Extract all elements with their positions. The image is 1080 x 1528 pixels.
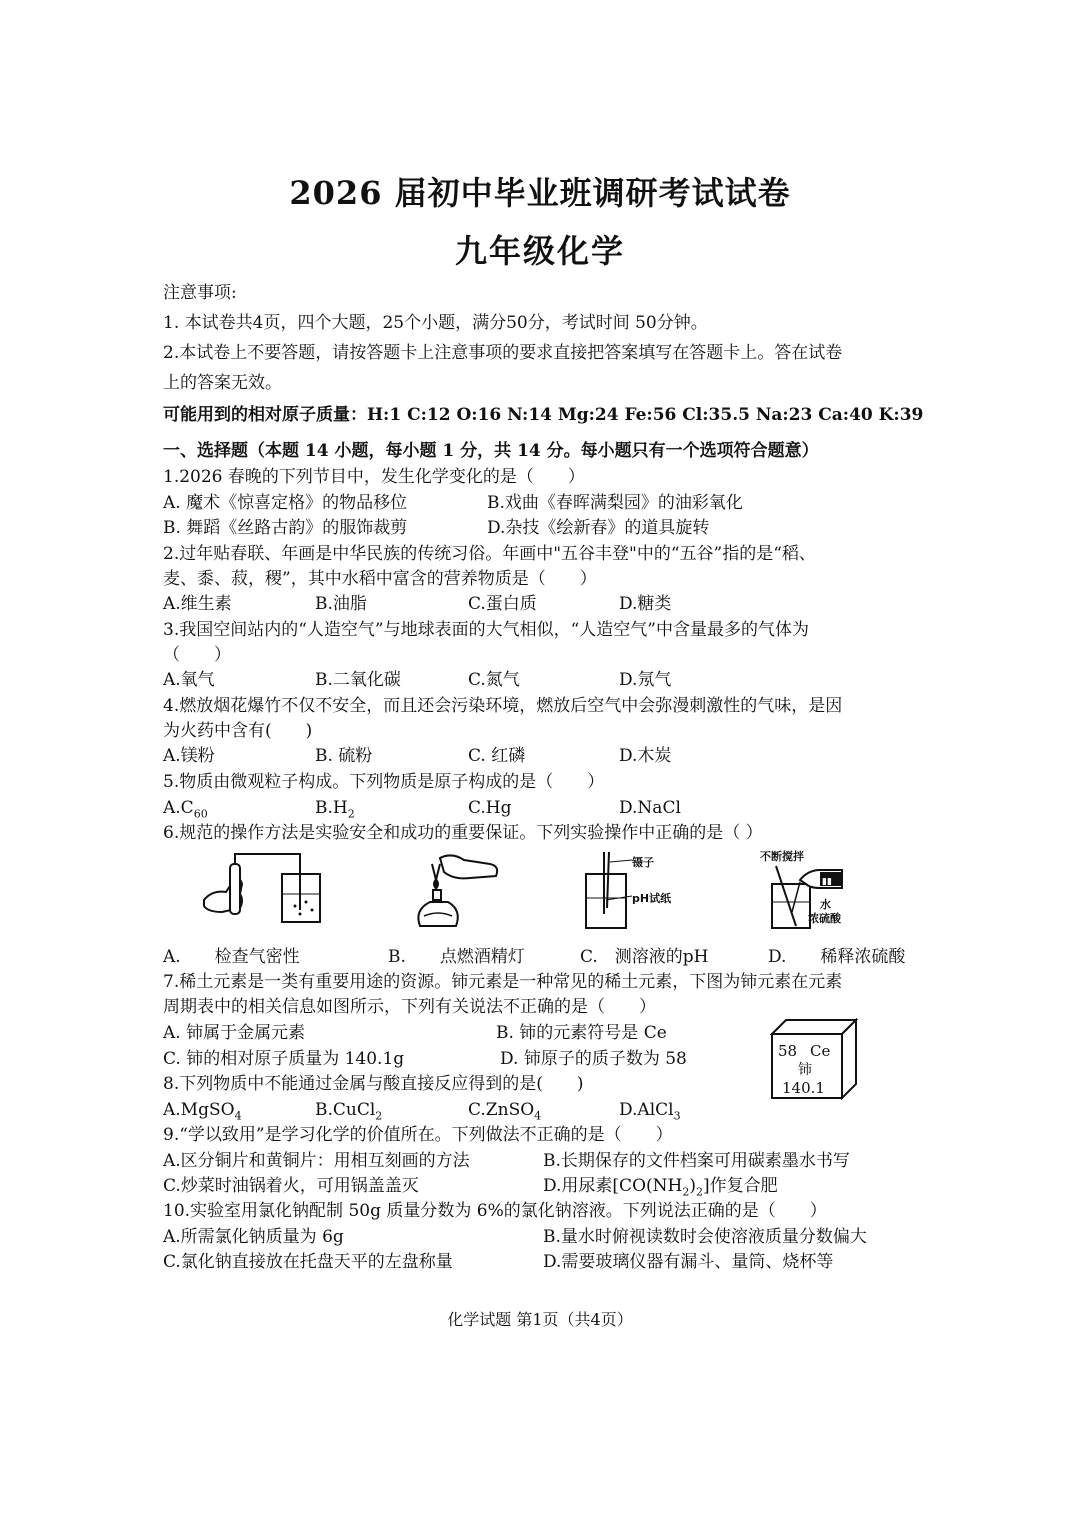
q10-option-a: A.所需氯化钠质量为 6g xyxy=(163,1227,344,1247)
q5-option-a: $A.C_{60}$ xyxy=(163,798,208,821)
element-cell-cerium xyxy=(768,1016,860,1102)
q8-option-a: A.MgSO$_4$ xyxy=(163,1100,242,1123)
label-tweezers: 镊子 xyxy=(632,856,654,869)
section-1-heading: 一、选择题（本题 14 小题，每小题 1 分，共 14 分。每小题只有一个选项符合题意） xyxy=(163,441,819,461)
element-symbol: Ce xyxy=(810,1042,831,1060)
q10-option-c: C.氯化钠直接放在托盘天平的左盘称量 xyxy=(163,1252,453,1272)
q5-stem: 5.物质由微观粒子构成。下列物质是原子构成的是（ ） xyxy=(163,772,605,792)
q5-option-d: D.NaCl xyxy=(619,798,681,818)
q6-option-c: C. 测溶液的pH xyxy=(580,947,709,967)
q10-option-d: D.需要玻璃仪器有漏斗、量筒、烧杯等 xyxy=(543,1252,834,1272)
q7-stem-1: 7.稀土元素是一类有重要用途的资源。铈元素是一种常见的稀土元素，下图为铈元素在元素 xyxy=(163,972,843,992)
q5-option-c: C.Hg xyxy=(468,798,512,818)
element-mass: 140.1 xyxy=(782,1079,825,1097)
q6-option-d: D. 稀释浓硫酸 xyxy=(768,947,906,967)
figure-dilute-acid xyxy=(760,848,880,932)
q3-option-d: D.氖气 xyxy=(619,670,672,690)
q2-option-d: D.糖类 xyxy=(619,594,672,614)
label-stir: 不断搅拌 xyxy=(760,850,804,863)
q4-option-c: C. 红磷 xyxy=(468,746,526,766)
q5-option-b: $B.H_2$ xyxy=(315,798,355,821)
q8-option-b: B.CuCl$_2$ xyxy=(315,1100,383,1123)
q2-stem-2: 麦、黍、菽，稷”，其中水稻中富含的营养物质是（ ） xyxy=(163,569,597,589)
figure-airtightness-check xyxy=(200,850,330,930)
q4-stem-2: 为火药中含有( ) xyxy=(163,721,313,741)
q8-option-d: D.AlCl$_3$ xyxy=(619,1100,681,1123)
notice-item-2b: 上的答案无效。 xyxy=(163,373,282,393)
q9-option-a: A.区分铜片和黄铜片：用相互刻画的方法 xyxy=(163,1151,470,1171)
q1-option-a: A. 魔术《惊喜定格》的物品移位 xyxy=(163,493,408,513)
svg-text:▮▮: ▮▮ xyxy=(822,877,832,887)
q6-option-a: A. 检查气密性 xyxy=(163,947,300,967)
exam-subtitle: 九年级化学 xyxy=(454,232,625,270)
q2-option-a: A.维生素 xyxy=(163,594,232,614)
element-name: 铈 xyxy=(798,1062,812,1078)
q10-option-b: B.量水时俯视读数时会使溶液质量分数偏大 xyxy=(543,1227,867,1247)
q3-option-a: A.氧气 xyxy=(163,670,215,690)
q8-option-c: C.ZnSO$_4$ xyxy=(468,1100,542,1123)
q3-option-b: B.二氧化碳 xyxy=(315,670,401,690)
q4-option-d: D.木炭 xyxy=(619,746,672,766)
q1-option-d: D.杂技《绘新春》的道具旋转 xyxy=(487,518,710,538)
figure-alcohol-lamp xyxy=(410,850,510,932)
label-ph-paper: pH试纸 xyxy=(632,892,672,905)
q1-stem: 1.2026 春晚的下列节目中，发生化学变化的是（ ） xyxy=(163,467,585,487)
q7-stem-2: 周期表中的相关信息如图所示，下列有关说法不正确的是（ ） xyxy=(163,997,656,1017)
notice-item-1: 1. 本试卷共4页，四个大题，25个小题，满分50分，考试时间 50分钟。 xyxy=(163,313,708,333)
label-water: 水 xyxy=(820,898,831,911)
element-number: 58 xyxy=(778,1042,798,1060)
q3-stem-1: 3.我国空间站内的“人造空气”与地球表面的大气相似，“人造空气”中含量最多的气体为 xyxy=(163,620,809,640)
q7-option-c: C. 铈的相对原子质量为 140.1g xyxy=(163,1049,405,1069)
exam-title: 2026 届初中毕业班调研考试试卷 xyxy=(289,174,791,212)
q6-stem: 6.规范的操作方法是实验安全和成功的重要保证。下列实验操作中正确的是（ ） xyxy=(163,823,763,843)
q8-stem: 8.下列物质中不能通过金属与酸直接反应得到的是( ) xyxy=(163,1074,584,1094)
q3-stem-2: （ ） xyxy=(163,645,231,665)
figure-ph-test xyxy=(580,848,690,932)
q9-stem: 9.“学以致用”是学习化学的价值所在。下列做法不正确的是（ ） xyxy=(163,1125,673,1145)
q9-option-b: B.长期保存的文件档案可用碳素墨水书写 xyxy=(543,1151,850,1171)
page-footer: 化学试题 第1页（共4页） xyxy=(447,1310,633,1329)
q1-option-b: B.戏曲《春晖满梨园》的油彩氧化 xyxy=(487,493,743,513)
q9-option-c: C.炒菜时油锅着火，可用锅盖盖灭 xyxy=(163,1176,419,1196)
label-conc-acid: 浓硫酸 xyxy=(808,912,841,925)
q7-option-b: B. 铈的元素符号是 Ce xyxy=(496,1023,667,1043)
q7-option-d: D. 铈原子的质子数为 58 xyxy=(500,1049,687,1069)
notice-heading: 注意事项: xyxy=(163,283,237,303)
q4-stem-1: 4.燃放烟花爆竹不仅不安全，而且还会污染环境，燃放后空气中会弥漫刺激性的气味，是因 xyxy=(163,696,843,716)
q10-stem: 10.实验室用氯化钠配制 50g 质量分数为 6%的氯化钠溶液。下列说法正确的是（ ） xyxy=(163,1201,827,1221)
q9-option-d: D.用尿素$[CO(NH_2)_2]$作复合肥 xyxy=(543,1176,778,1199)
q3-option-c: C.氮气 xyxy=(468,670,520,690)
q7-option-a: A. 铈属于金属元素 xyxy=(163,1023,306,1043)
q6-option-b: B. 点燃酒精灯 xyxy=(388,947,525,967)
q2-option-b: B.油脂 xyxy=(315,594,367,614)
q1-option-c: B. 舞蹈《丝路古韵》的服饰裁剪 xyxy=(163,518,408,538)
q2-option-c: C.蛋白质 xyxy=(468,594,537,614)
q2-stem-1: 2.过年贴春联、年画是中华民族的传统习俗。年画中"五谷丰登"中的“五谷”指的是“稻、 xyxy=(163,544,816,564)
q4-option-b: B. 硫粉 xyxy=(315,746,373,766)
q4-option-a: A.镁粉 xyxy=(163,746,215,766)
notice-item-2a: 2.本试卷上不要答题，请按答题卡上注意事项的要求直接把答案填写在答题卡上。答在试卷 xyxy=(163,343,843,363)
atomic-masses: 可能用到的相对原子质量：H:1 C:12 O:16 N:14 Mg:24 Fe:56 Cl:35.5 Na:23 Ca:40 K:39 xyxy=(163,405,924,425)
